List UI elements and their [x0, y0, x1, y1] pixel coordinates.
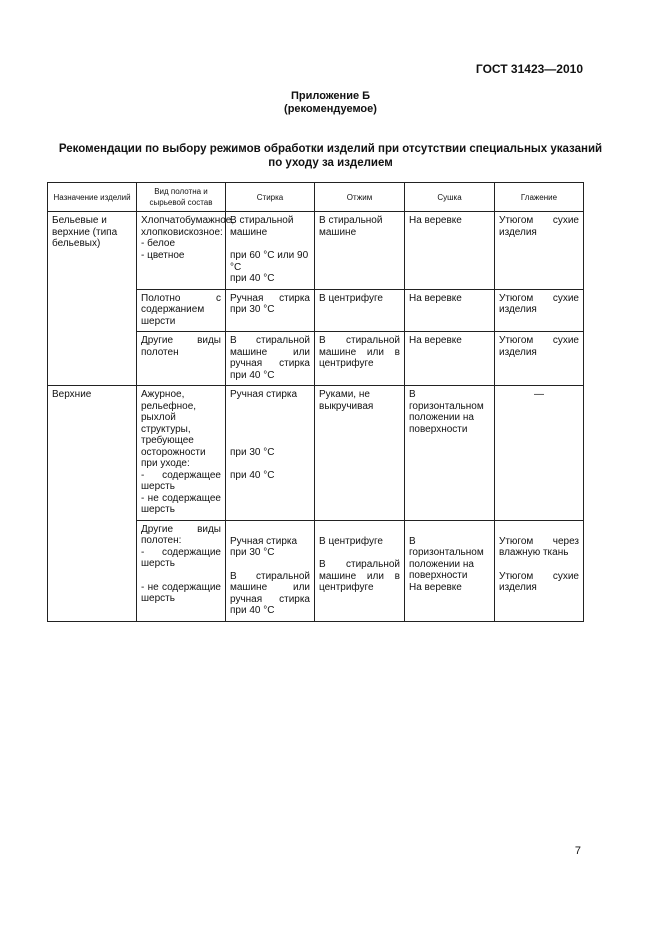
page-number: 7 — [574, 845, 581, 857]
standard-number: ГОСТ 31423—2010 — [475, 62, 583, 76]
drying-method: На веревке — [409, 581, 462, 593]
washing-method: Ручная стирка — [230, 389, 298, 400]
ironing-method: Утюгом сухие изделия — [499, 570, 579, 593]
table-header-row — [48, 183, 584, 212]
cell-ironing: Утюгом сухие изделия — [495, 289, 584, 332]
fabric-variant: - содержащие шерсть — [141, 546, 221, 569]
cell-ironing: Утюгом сухие изделия — [495, 212, 584, 290]
cell-washing — [226, 212, 315, 290]
fabric-variant: - белое — [141, 238, 176, 249]
fabric-type: Хлопчатобумажное, хлопковискозное: — [141, 215, 235, 238]
washing-method: В стиральной машине или ручная стирка при 40 °С — [230, 570, 310, 616]
care-recommendations-table — [47, 182, 584, 622]
cell-ironing: — — [495, 386, 584, 521]
cell-fabric — [137, 386, 226, 521]
table-row — [48, 386, 584, 521]
fabric-variant: - цветное — [141, 249, 185, 261]
cell-fabric — [137, 520, 226, 621]
cell-fabric: Полотно с содержанием шерсти — [137, 289, 226, 332]
annex-status: (рекомендуемое) — [284, 103, 377, 115]
washing-method: В стиральной машине — [230, 215, 294, 238]
ironing-method: Утюгом через влажную ткань — [499, 535, 579, 558]
cell-washing: Ручная стирка при 30 °С — [226, 289, 315, 332]
annex-heading — [0, 90, 661, 116]
cell-drying: На веревке — [405, 332, 495, 386]
cell-drying — [405, 520, 495, 621]
washing-method: Ручная стирка при 30 °С — [230, 535, 298, 558]
cell-drying: На веревке — [405, 289, 495, 332]
cell-drying: На веревке — [405, 212, 495, 290]
washing-temp: при 40 °С — [230, 470, 275, 481]
spinning-method: В центрифуге — [319, 535, 383, 547]
cell-purpose: Бельевые и верхние (типа бельевых) — [48, 212, 137, 386]
cell-ironing — [495, 520, 584, 621]
cell-spinning: В стиральной машине или в центрифуге — [315, 332, 405, 386]
cell-spinning: В центрифуге — [315, 289, 405, 332]
annex-title: Приложение Б — [290, 90, 371, 102]
table-row — [48, 212, 584, 290]
washing-temp: при 60 °С или 90 °С — [230, 250, 309, 273]
fabric-variant: - не содержащие шерсть — [141, 581, 221, 604]
washing-temp: при 40 °С — [230, 273, 275, 284]
cell-washing — [226, 520, 315, 621]
spinning-method: В стиральной машине или в центрифуге — [319, 559, 400, 593]
fabric-variant: - не содержащее шерсть — [141, 492, 221, 515]
header-spinning: Отжим — [315, 183, 405, 212]
header-drying: Сушка — [405, 183, 495, 212]
header-washing: Стирка — [226, 183, 315, 212]
cell-spinning: Руками, не выкручивая — [315, 386, 405, 521]
cell-drying: В горизонтальном положении на поверхности — [405, 386, 495, 521]
cell-ironing: Утюгом сухие изделия — [495, 332, 584, 386]
cell-washing: В стиральной машине или ручная стирка при 40 °С — [226, 332, 315, 386]
washing-temp: при 30 °С — [230, 446, 275, 458]
cell-spinning — [315, 520, 405, 621]
cell-spinning: В стиральной машине — [315, 212, 405, 290]
cell-fabric — [137, 212, 235, 290]
header-fabric: Вид полотна и сырьевой состав — [137, 183, 226, 212]
fabric-variant: - содержащее шерсть — [141, 469, 221, 492]
cell-fabric: Другие виды полотен — [137, 332, 226, 386]
header-ironing: Глажение — [495, 183, 584, 212]
fabric-type: Другие виды полотен: — [141, 523, 221, 546]
fabric-type: Ажурное, рельефное, рыхлой структуры, требующее осторожности при уходе: — [141, 389, 206, 469]
drying-method: В горизонтальном положении на поверхности — [409, 535, 484, 581]
title-line-2: по уходу за изделием — [268, 157, 393, 169]
document-title — [40, 142, 621, 170]
cell-purpose: Верхние — [48, 386, 137, 622]
cell-washing — [226, 386, 315, 521]
header-purpose: Назначение изделий — [48, 183, 137, 212]
title-line-1: Рекомендации по выбору режимов обработки изделий при отсутствии специальных указаний — [58, 143, 603, 155]
